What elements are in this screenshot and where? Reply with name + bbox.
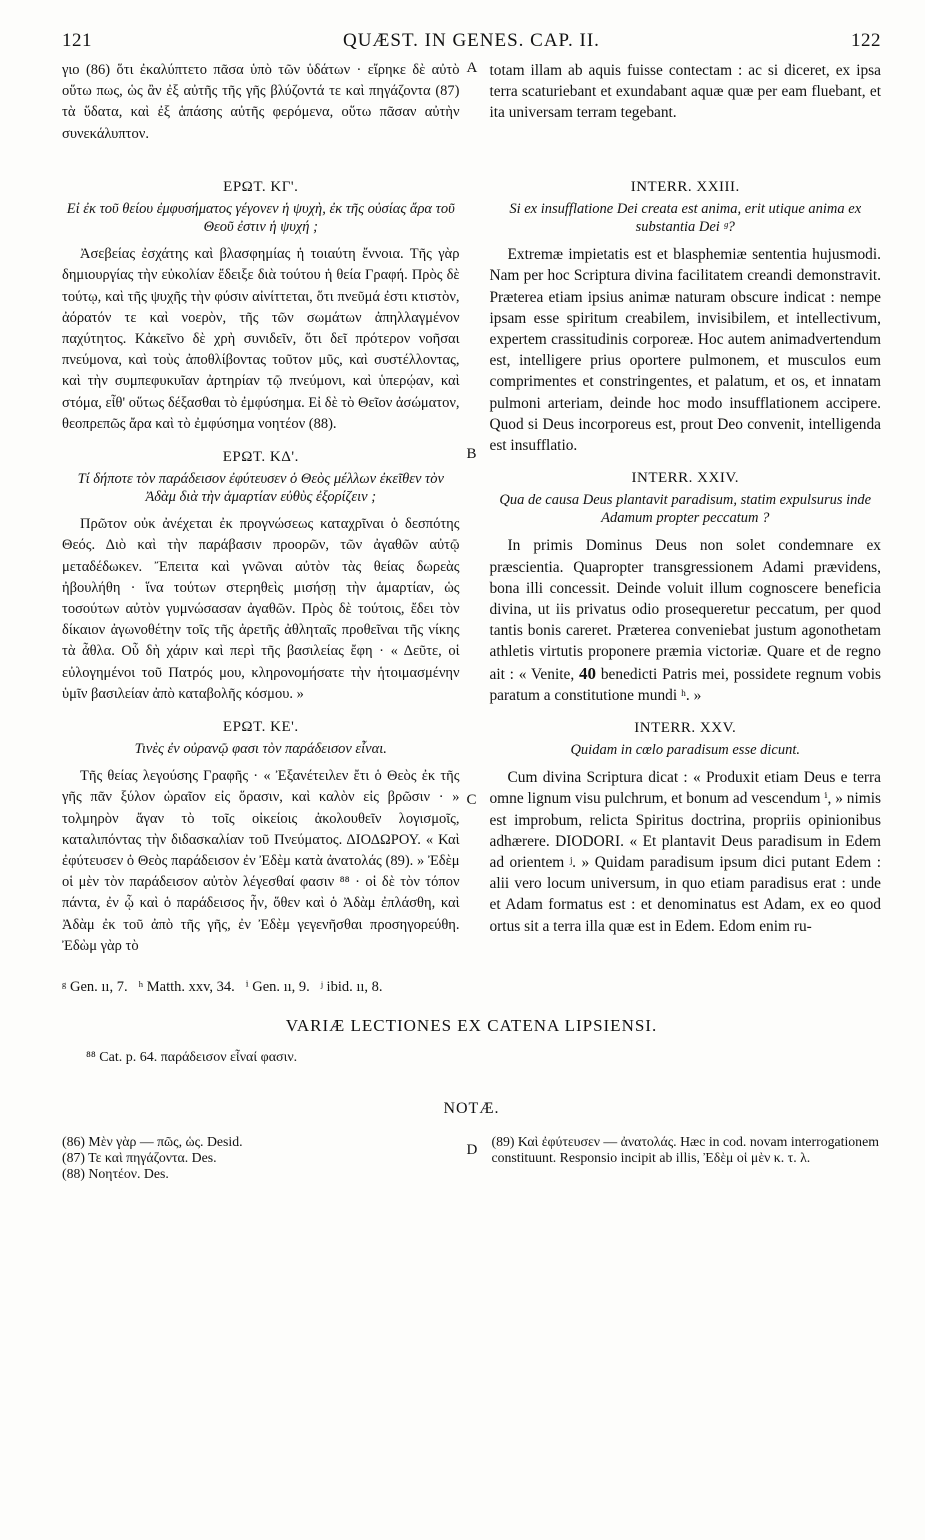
greek-heading: ΕΡΩΤ. ΚΔ'. [222, 449, 299, 466]
latin-heading: INTERR. XXV. [634, 720, 737, 737]
latin-paragraph: totam illam ab aquis fuisse contectam : ac si diceret, ex ipsa terra scaturiebant et exundabant aquæ quæ per eam fluebant, et ita universam terram tegebant. [489, 62, 881, 122]
latin-heading: INTERR. XXIII. [630, 179, 740, 195]
scripture-footnotes: ᵍ Gen. ıı, 7. ʰ Matth. xxv, 34. ⁱ Gen. ıı, 9. ʲ ibid. ıı, 8. [62, 979, 383, 996]
running-header [62, 30, 881, 60]
left-page-number: 121 [62, 30, 92, 51]
latin-text: In primis Dominus Deus non solet condemnare ex præscientia. Quapropter transgressionem Adami prævidens, bona illi concessit. Deinde voluit illum cognoscere beneficia divina, ut iis privatus odio prosequeretur peccatum, per quod tantis bonis careret. Præterea conveniebat justum agonothetam athletis virtutis proponere præmia victoriæ. Quare et de regno ait : « Venite, [489, 537, 881, 683]
latin-paragraph [489, 535, 881, 706]
latin-paragraph: Extremæ impietatis est et blasphemiæ sententia hujusmodi. Nam per hoc Scriptura divina facilitatem creandi demonstravit. Præterea etiam ipsius animæ naturam obscure indicat : nempe ipsam esse spiritum creabilem, invisibilem, et intellectivum, expertem crassitudinis corporeæ. Hoc autem animadvertendum est, intelligere prius oportere pulmonem, et musculos eum comprimentes et constringentes, et palatum, et os, et innatam pulmoni arteriam, deinde hoc modo insufflationem accipere. Quod si Deus incorporeus est, prout Deo convenit, intelligenda est insufflatio. [489, 246, 881, 455]
running-title: QUÆST. IN GENES. CAP. II. [343, 30, 600, 51]
note-86: (86) Μὲν γὰρ — πῶς, ὡς. Desid. [62, 1134, 243, 1150]
greek-heading: ΕΡΩΤ. ΚΓ'. [223, 179, 299, 195]
variae-title: VARIÆ LECTIONES EX CATENA LIPSIENSI. [285, 1016, 658, 1036]
latin-question: Quidam in cœlo paradisum esse dicunt. [570, 742, 801, 759]
latin-question: Qua de causa Deus plantavit paradisum, statim expulsurus inde Adamum propter peccatum ? [499, 492, 872, 527]
notes-left [62, 1134, 491, 1182]
right-page-number: 122 [850, 30, 881, 51]
greek-paragraph: γιο (86) ὅτι ἐκαλύπτετο πᾶσα ὑπὸ τῶν ὑδάτων · εἴρηκε δὲ αὐτὸ οὕτω πως, ὡς ἂν ἐξ αὐτῆς τῆς γῆς βλύζοντά τε καὶ πηγάζοντα (87) τὰ ὕδατα, καὶ ἐξ ἁπάσης αὐτῆς φερόμενα, οὕτω πᾶσαν αὐτὴν συνεκάλυπτον. [62, 62, 460, 142]
greek-question: Εἰ ἐκ τοῦ θείου ἐμφυσήματος γέγονεν ἡ ψυχὴ, ἐκ τῆς οὐσίας ἄρα τοῦ Θεοῦ ἐστιν ἡ ψυχή ; [66, 201, 455, 236]
greek-paragraph: Ἀσεβείας ἐσχάτης καὶ βλασφημίας ἡ τοιαύτη ἔννοια. Τῆς γὰρ δημιουργίας τὴν εὐκολίαν ἔδειξε διὰ τούτου ἡ θεία Γραφή. Πρὸς δὲ τούτῳ, καὶ τῆς ψυχῆς τὴν φύσιν αἰνίττεται, ὅτι πνεῦμά ἐστι κτιστὸν, ἀόρατόν τε καὶ νοερὸν, τῆς τῶν σωμάτων ἀπηλλαγμένον παχύτητος. Κἀκεῖνο δὲ χρὴ συνιδεῖν, ὅτι δεῖ πρότερον νοῆσαι πνεύμονα, καὶ τοὺς ἀποθλίβοντας τοῦτον μῦς, καὶ συστέλλοντας, καὶ τὴν συμπεφυκυῖαν ἀρτηρίαν τῷ πνεύμονι, καὶ ὑπερῴαν, καὶ στόμα, εἶθ' οὕτως δέξασθαι τὸ ἐμφύσημα. Εἰ δὲ τὸ Θεῖον ἀσώματον, θεοπρεπῶς ἄρα καὶ τὸ ἐμφύσημα νοητέον (88). [62, 246, 460, 432]
greek-paragraph: Πρῶτον οὐκ ἀνέχεται ἐκ προγνώσεως καταχρῖναι ὁ δεσπότης Θεός. Διὸ καὶ τὴν παράβασιν προορῶν, τῶν ἀγαθῶν αὐτῷ μεταδέδωκεν. Ἔπειτα καὶ γνῶναι αὐτὸν τὰς θείας δωρεὰς ἠβουλήθη · ἵνα τούτων στερηθεὶς μισήσῃ τὴν ἁμαρτίαν, ὡς τοσούτων αὐτὸν γυμνώσασαν ἀγαθῶν. Πρὸς δὲ τούτοις, ἔδει τὸν δίκαιον ἀγωνοθέτην τοῖς τῆς ἀρετῆς ἀθληταῖς προθεῖναι τῆς νίκης τὰ ἆθλα. Οὗ δὴ χάριν καὶ περὶ τῆς βασιλείας ἔφη · « Δεῦτε, οἱ εὐλογημένοι τοῦ Πατρός μου, κληρονομήσατε τὴν ἡτοιμασμένην ὑμῖν βασιλείαν ἀπὸ καταβολῆς κόσμου. » [62, 516, 460, 702]
margin-marker-c: C [466, 792, 477, 808]
latin-question: Si ex insufflatione Dei creata est anima, erit utique anima ex substantia Dei ᵍ? [509, 201, 862, 236]
greek-column [62, 60, 460, 957]
variae-text: ⁸⁸ Cat. p. 64. παράδεισον εἶναί φασιν. [86, 1050, 298, 1066]
latin-column [489, 60, 881, 957]
note-89: (89) Καὶ ἐφύτευσεν — ἀνατολάς. Hæc in cod. novam interrogationem constituunt. Responsio incipit ab illis, Ἐδὲμ οἱ μὲν κ. τ. λ. [491, 1134, 879, 1166]
margin-marker-b: B [466, 446, 477, 462]
latin-heading: INTERR. XXIV. [631, 470, 739, 487]
column-number: 40 [579, 663, 597, 683]
margin-marker-d: D [466, 1142, 478, 1158]
latin-paragraph: Cum divina Scriptura dicat : « Produxit etiam Deus e terra omne lignum visu pulchrum, et bonum ad vescendum ⁱ, » nimis est improbum, relicta Spiritus doctrina, propriis opinionibus adhærere. DIODORI. « Et plantavit Deus paradisum in Edem ad orientem ʲ. » Quidam paradisum ipsum dici putant Edem : alii vero locum universum, in quo etiam paradisus erat : unde et Adam formatus est : et denominatus est Adam, ex eo quod ortus sit a terra illa quæ est in Edem. Edom enim ru- [489, 769, 881, 935]
note-87: (87) Τε καὶ πηγάζοντα. Des. [62, 1150, 217, 1166]
note-88: (88) Νοητέον. Des. [62, 1166, 169, 1182]
notae-title: NOTÆ. [443, 1100, 500, 1118]
greek-heading: ΕΡΩΤ. ΚΕ'. [222, 719, 299, 736]
greek-paragraph: Τῆς θείας λεγούσης Γραφῆς · « Ἐξανέτειλεν ἔτι ὁ Θεὸς ἐκ τῆς γῆς πᾶν ξύλον ὡραῖον εἰς ὅρασιν, καὶ καλὸν εἰς βρῶσιν · » τολμηρὸν ἄγαν τὸ τοῖς οἰκείοις ἀκολουθεῖν λογισμοῖς, καταλιπόντας τὴν διδασκαλίαν τοῦ Πνεύματος. ΔΙΟΔΩΡΟΥ. « Καὶ ἐφύτευσεν ὁ Θεὸς παράδεισον ἐν Ἐδὲμ κατὰ ἀνατολάς (89). » Ἐδὲμ οἱ μὲν τὸν παράδεισον αὐτὸν λέγεσθαί φασιν ⁸⁸ · οἱ δὲ τὸν τόπον πάντα, ἐν ᾧ καὶ ὁ παράδεισος ἦν, ὅθεν καὶ ὁ Ἀδὰμ ἐπλάσθη, καὶ Ἀδὰμ ἐκ τοῦ ἀπὸ τῆς γῆς, ἐν Ἐδὲμ γεγενῆσθαι προσηγορεύθη. Ἐδὼμ γὰρ τὸ [62, 768, 460, 954]
latin-text: benedicti Patris mei, possidete regnum vobis paratum a constitutione mundi ʰ. » [489, 665, 881, 704]
greek-question: Τινὲς ἐν οὐρανῷ φασι τὸν παράδεισον εἶναι. [134, 741, 387, 758]
greek-question: Τί δήποτε τὸν παράδεισον ἐφύτευσεν ὁ Θεὸς μέλλων ἐκεῖθεν τὸν Ἀδὰμ διὰ τὴν ἁμαρτίαν εὐθὺς ἐξορίζειν ; [77, 471, 444, 506]
margin-marker-a: A [466, 60, 478, 76]
notes-right [491, 1134, 881, 1182]
